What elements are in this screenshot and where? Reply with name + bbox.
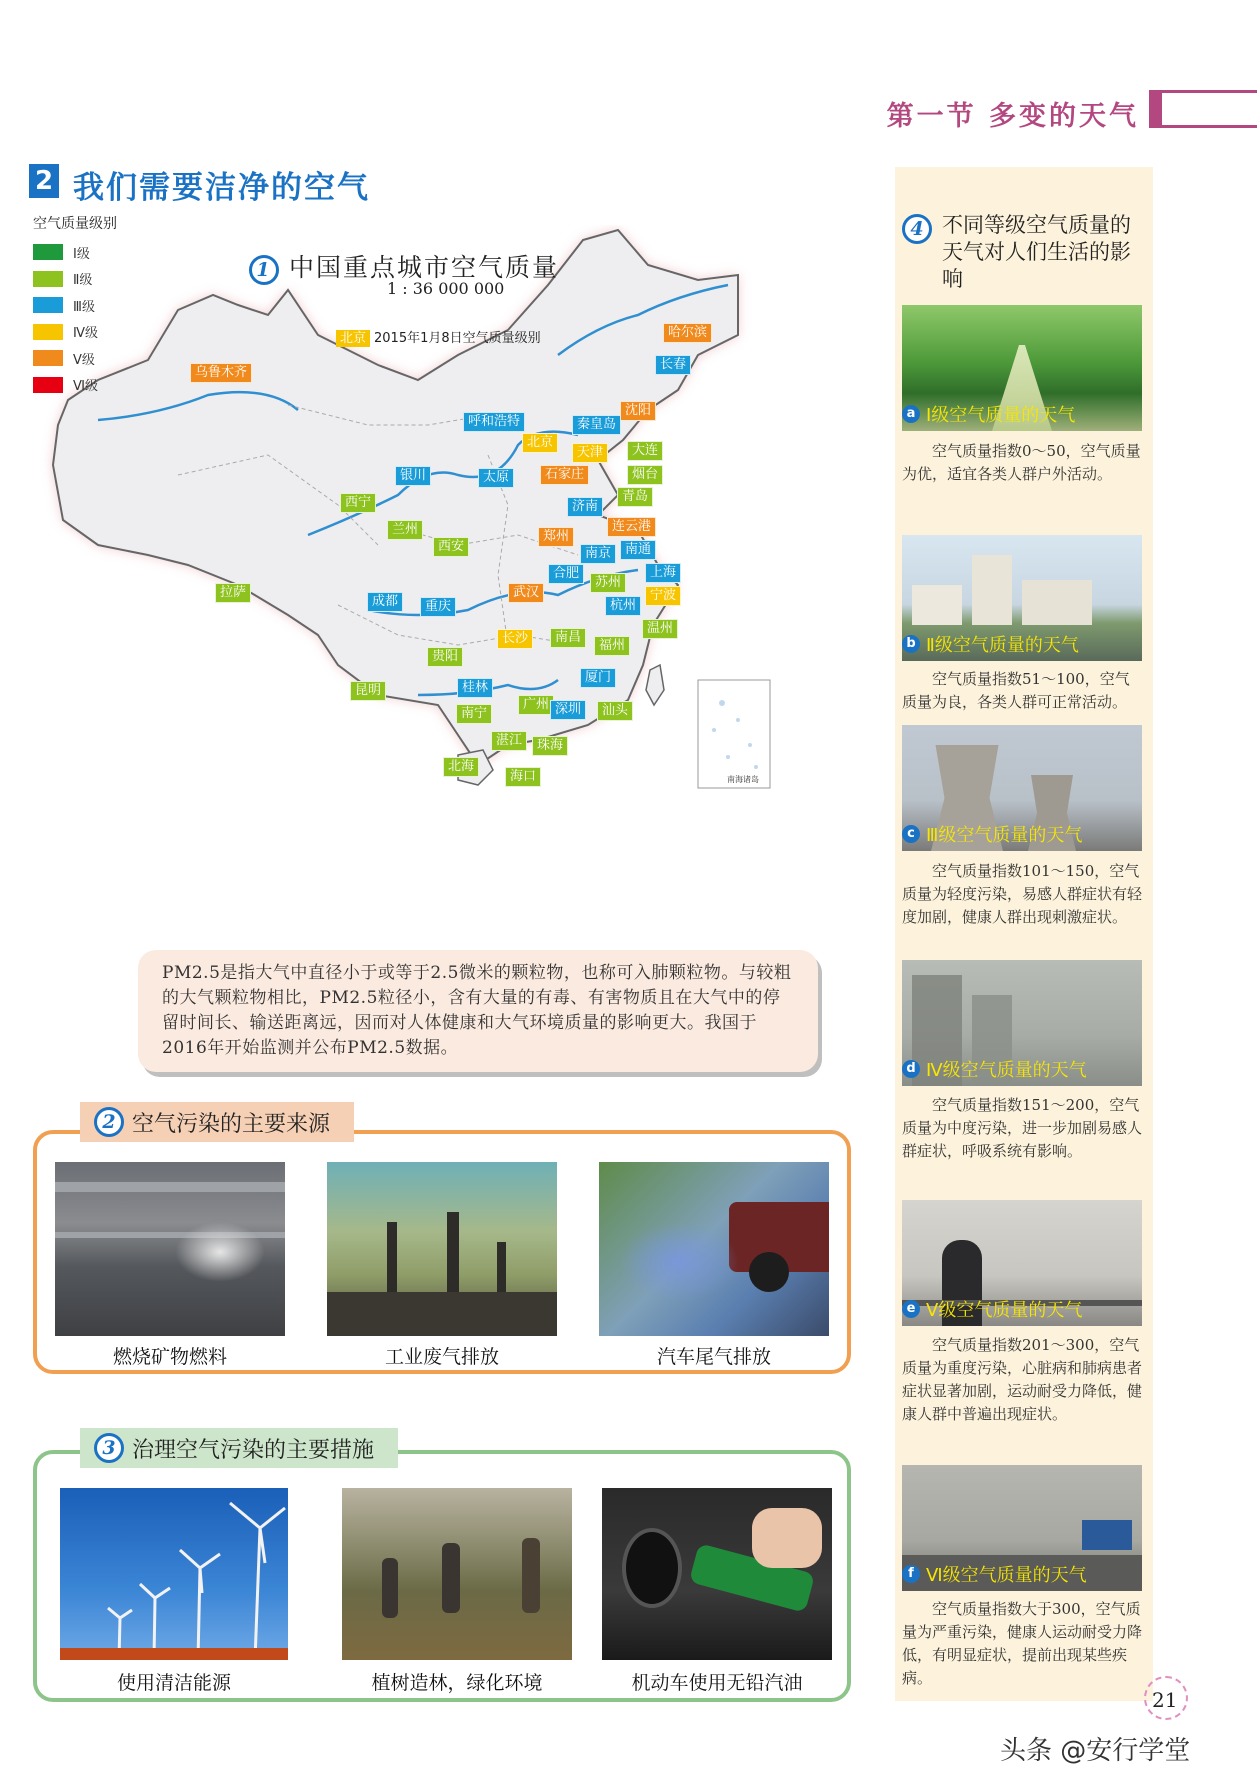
city-label: 兰州: [387, 520, 423, 540]
level4-description: 空气质量指数151～200，空气质量为中度污染，进一步加剧易感人群症状，呼吸系统有影响。: [902, 1096, 1143, 1160]
map-note: [336, 327, 541, 346]
legend-label: Ⅳ级: [73, 326, 98, 342]
pollution-measures-heading: [80, 1428, 398, 1468]
level5-weather-photo: [902, 1200, 1142, 1326]
caption-clean-energy: 使用清洁能源: [116, 1672, 231, 1694]
caption-unleaded-fuel: 机动车使用无铅汽油: [631, 1672, 803, 1694]
level4-weather-photo: [902, 960, 1142, 1086]
city-label: 银川: [395, 466, 431, 486]
inset-label: 南海诸岛: [727, 775, 759, 784]
city-label: 青岛: [617, 487, 653, 507]
map-note-text: 2015年1月8日空气质量级别: [374, 331, 541, 346]
city-label: 福州: [594, 636, 630, 656]
figure-number-badge: 4: [902, 214, 932, 244]
city-label: 重庆: [420, 597, 456, 617]
level5-label: [902, 1296, 1082, 1322]
city-label: 合肥: [548, 564, 584, 584]
city-label: 汕头: [597, 701, 633, 721]
section-number: 2: [29, 164, 59, 198]
legend-item: [33, 345, 163, 372]
city-label: 海口: [505, 767, 541, 787]
city-label: 武汉: [508, 583, 544, 603]
legend-title: 空气质量级别: [33, 216, 117, 232]
legend-items: [33, 239, 163, 398]
level1-label-text: Ⅰ级空气质量的天气: [926, 405, 1076, 426]
city-label: 呼和浩特: [463, 412, 525, 432]
level6-weather-photo: [902, 1465, 1142, 1591]
city-label: 广州: [518, 695, 554, 715]
badge-c: c: [902, 825, 920, 843]
city-label: 连云港: [607, 517, 656, 537]
city-label: 石家庄: [540, 465, 589, 485]
level3-description: 空气质量指数101～150，空气质量为轻度污染，易感人群症状有轻度加剧，健康人群出现刺激症状。: [902, 862, 1143, 926]
page-number: 21: [1152, 1688, 1178, 1712]
legend-swatch: [33, 377, 63, 393]
legend-label: Ⅰ级: [73, 246, 90, 262]
legend-swatch: [33, 324, 63, 340]
city-label: 苏州: [590, 573, 626, 593]
south-china-sea-inset: [698, 680, 770, 788]
level6-description: 空气质量指数大于300，空气质量为严重污染，健康人运动耐受力降低，有明显症状，提前出现某些疾病。: [902, 1600, 1143, 1687]
city-label: 宁波: [645, 586, 681, 606]
side-column-title: [902, 212, 1142, 293]
city-label: 昆明: [350, 681, 386, 701]
industrial-emissions-photo: [327, 1162, 557, 1336]
legend-item: [33, 372, 163, 399]
legend-label: Ⅱ级: [73, 273, 93, 289]
pollution-sources-heading: [80, 1102, 354, 1142]
figure-number-badge: 2: [94, 1107, 124, 1137]
city-label: 杭州: [605, 596, 641, 616]
vehicle-exhaust-photo: [599, 1162, 829, 1336]
level1-label: [902, 401, 1075, 427]
city-label: 长春: [655, 355, 691, 375]
legend-label: Ⅴ级: [73, 352, 95, 368]
city-label: 沈阳: [620, 401, 656, 421]
chapter-header-bar: [1149, 90, 1257, 128]
badge-d: d: [902, 1060, 920, 1078]
pm25-info-box: PM2.5是指大气中直径小于或等于2.5微米的颗粒物，也称可入肺颗粒物。与较粗的大气颗粒物相比，PM2.5粒径小，含有大量的有毒、有害物质且在大气中的停留时间长、输送距离远，因而对人体健康和大气环境质量的影响更大。我国于2016年开始监测并公布PM2.5数据。: [138, 950, 818, 1072]
city-label: 郑州: [538, 527, 574, 547]
chapter-header-title: 第一节 多变的天气: [886, 101, 1139, 132]
city-label: 桂林: [457, 678, 493, 698]
city-label: 拉萨: [215, 583, 251, 603]
city-label: 湛江: [491, 731, 527, 751]
level1-description: 空气质量指数0～50，空气质量为优，适宜各类人群户外活动。: [902, 442, 1141, 483]
section-title: 我们需要洁净的空气: [73, 170, 370, 206]
wind-turbines-icon: [60, 1488, 288, 1660]
city-label: 南京: [580, 544, 616, 564]
city-label: 温州: [642, 619, 678, 639]
city-label: 厦门: [580, 668, 616, 688]
caption-vehicle-exhaust: 汽车尾气排放: [656, 1346, 771, 1368]
city-label: 乌鲁木齐: [190, 363, 252, 383]
level2-description: 空气质量指数51～100，空气质量为良，各类人群可正常活动。: [902, 670, 1130, 711]
city-label: 长沙: [497, 629, 533, 649]
city-label: 珠海: [532, 736, 568, 756]
level5-label-text: Ⅴ级空气质量的天气: [926, 1300, 1083, 1321]
city-label: 西宁: [340, 493, 376, 513]
unleaded-fuel-photo: [602, 1488, 832, 1660]
city-label: 北京: [522, 433, 558, 453]
badge-f: f: [902, 1565, 920, 1583]
map-note-city: 北京: [336, 330, 370, 347]
level2-label-text: Ⅱ级空气质量的天气: [926, 635, 1079, 656]
figure-number-badge: 1: [249, 255, 279, 285]
level3-label: [902, 821, 1082, 847]
city-label: 南宁: [456, 704, 492, 724]
city-label: 贵阳: [427, 647, 463, 667]
legend-item: [33, 266, 163, 293]
figure-number-badge: 3: [94, 1433, 124, 1463]
legend-item: [33, 292, 163, 319]
city-label: 南昌: [550, 628, 586, 648]
city-label: 北海: [443, 757, 479, 777]
pollution-measures-title: 治理空气污染的主要措施: [132, 1437, 375, 1463]
caption-industrial-emissions: 工业废气排放: [384, 1346, 499, 1368]
city-label: 哈尔滨: [663, 323, 712, 343]
tree-planting-photo: [342, 1488, 572, 1660]
level6-label-text: Ⅵ级空气质量的天气: [926, 1565, 1087, 1586]
badge-e: e: [902, 1300, 920, 1318]
legend-label: Ⅵ级: [73, 379, 98, 395]
side-column-title-text: 不同等级空气质量的天气对人们生活的影响: [942, 213, 1131, 291]
pollution-sources-title: 空气污染的主要来源: [132, 1111, 331, 1137]
legend-label: Ⅲ级: [73, 299, 95, 315]
caption-burning-fuel: 燃烧矿物燃料: [112, 1346, 227, 1368]
badge-a: a: [902, 405, 920, 423]
city-label: 太原: [478, 468, 514, 488]
level5-description: 空气质量指数201～300，空气质量为重度污染，心脏病和肺病患者症状显著加剧，运动耐受力降低，健康人群中普遍出现症状。: [902, 1336, 1143, 1423]
legend-item: [33, 319, 163, 346]
city-label: 秦皇岛: [572, 415, 621, 435]
city-label: 上海: [645, 563, 681, 583]
taiwan-island: [646, 665, 664, 705]
level4-label-text: Ⅳ级空气质量的天气: [926, 1060, 1087, 1081]
level1-weather-photo: [902, 305, 1142, 431]
legend-swatch: [33, 297, 63, 313]
badge-b: b: [902, 635, 920, 653]
city-label: 西安: [433, 537, 469, 557]
map-scale: 1 : 36 000 000: [387, 279, 505, 298]
legend: [33, 213, 163, 398]
legend-swatch: [33, 271, 63, 287]
burning-fuel-photo: [55, 1162, 285, 1336]
city-label: 大连: [627, 441, 663, 461]
level3-weather-photo: [902, 725, 1142, 851]
city-label: 成都: [367, 592, 403, 612]
level2-weather-photo: [902, 535, 1142, 661]
level2-label: [902, 631, 1079, 657]
city-label: 天津: [572, 443, 608, 463]
city-label: 烟台: [627, 465, 663, 485]
level4-label: [902, 1056, 1087, 1082]
level3-label-text: Ⅲ级空气质量的天气: [926, 825, 1083, 846]
legend-item: [33, 239, 163, 266]
clean-energy-photo: [60, 1488, 288, 1660]
map-title-text: 中国重点城市空气质量: [288, 253, 559, 282]
legend-swatch: [33, 244, 63, 260]
legend-swatch: [33, 350, 63, 366]
city-label: 深圳: [550, 700, 586, 720]
level6-label: [902, 1561, 1087, 1587]
watermark: 头条 @安行学堂: [1000, 1736, 1191, 1766]
caption-tree-planting: 植树造林，绿化环境: [371, 1672, 543, 1694]
city-label: 南通: [620, 540, 656, 560]
city-label: 济南: [567, 497, 603, 517]
